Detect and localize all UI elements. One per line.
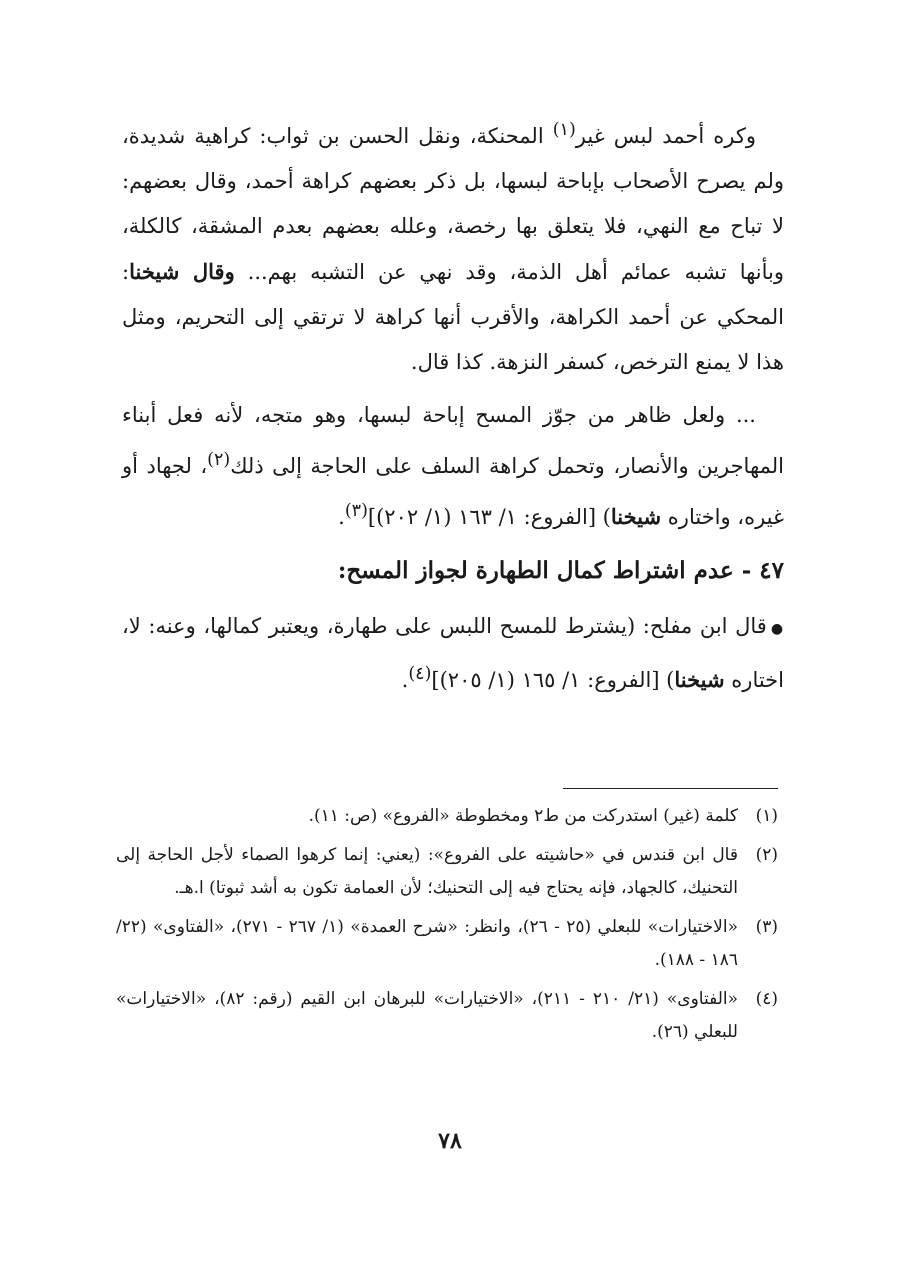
- footnote-number: (٣): [755, 917, 778, 937]
- paragraph-3: [122, 604, 784, 703]
- paragraph-2: [122, 393, 784, 540]
- footnote-ref-4[interactable]: (٤): [408, 664, 432, 684]
- footnote-number: (٤): [755, 989, 778, 1009]
- footnote-2: [116, 839, 778, 905]
- footnote-4: [116, 983, 778, 1049]
- para2-end: .: [338, 505, 345, 529]
- footnote-3: [116, 911, 778, 977]
- paragraph-1: [122, 108, 784, 385]
- heading-title: عدم اشتراط كمال الطهارة لجواز المسح:: [337, 557, 734, 584]
- para1-text-a: وكره أحمد لبس غير: [575, 124, 756, 148]
- para3-end: .: [401, 668, 409, 692]
- footnote-separator: [563, 788, 778, 789]
- para2-text-b: ، لجهاد أو غيره، واختاره: [122, 454, 784, 529]
- para2-text-a: ... ولعل ظاهر من جوّز المسح إباحة لبسها، وهو متجه، لأنه فعل أبناء المهاجرين والأنصار، وتحمل كراهة السلف على الحاجة إلى ذلك: [122, 403, 785, 478]
- footnote-ref-1[interactable]: (١): [552, 120, 576, 140]
- footnote-1: [116, 800, 778, 833]
- footnote-number: (١): [755, 806, 778, 826]
- footnote-text: «الفتاوى» (٢١/ ٢١٠ - ٢١١)، «الاختيارات» للبرهان ابن القيم (رقم: ٨٢)، «الاختيارات» للبعلي (٢٦).: [116, 989, 738, 1042]
- footnote-ref-3[interactable]: (٣): [344, 501, 368, 521]
- page-number: ٧٨: [438, 1128, 462, 1154]
- para3-citation: ) [الفروع: ١/ ١٦٥ (١/ ٢٠٥)]: [431, 668, 675, 692]
- para3-text: قال ابن مفلح: (يشترط للمسح اللبس على طهارة، ويعتبر كمالها، وعنه: لا، اختاره: [122, 614, 784, 692]
- para1-text-b: المحنكة، ونقل الحسن بن ثواب: كراهية شديدة، ولم يصرح الأصحاب بإباحة لبسها، بل ذكر بعضهم كراهة أحمد، وقال بعضهم: لا تباح مع النهي، فلا يتعلق بها رخصة، وعلله بعضهم بعدم المشقة، كالكلة، وبأنها تشبه عمائم أهل الذمة، وقد نهي عن التشبه بهم...: [122, 124, 784, 284]
- bullet-icon: ●: [770, 621, 784, 637]
- footnotes: [116, 800, 778, 1055]
- para1-text-c: : المحكي عن أحمد الكراهة، والأقرب أنها كراهة لا ترتقي إلى التحريم، ومثل هذا لا يمنع الترخص، كسفر النزهة. كذا قال.: [122, 260, 784, 374]
- heading-number: ٤٧ -: [733, 557, 784, 584]
- footnote-text: كلمة (غير) استدركت من ط٢ ومخطوطة «الفروع» (ص: ١١).: [308, 806, 738, 826]
- page-body: [122, 108, 784, 711]
- footnote-number: (٢): [755, 845, 778, 865]
- para2-citation: ) [الفروع: ١/ ١٦٣ (١/ ٢٠٢)]: [367, 505, 611, 529]
- footnote-text: «الاختيارات» للبعلي (٢٥ - ٢٦)، وانظر: «شرح العمدة» (١/ ٢٦٧ - ٢٧١)، «الفتاوى» (٢٢/ ١٨٦ - ١٨٨).: [116, 917, 738, 970]
- footnote-ref-2[interactable]: (٢): [207, 450, 231, 470]
- section-heading: [122, 548, 784, 594]
- para2-bold-label: شيخنا: [610, 504, 662, 529]
- para1-bold-label: وقال شيخنا: [129, 259, 235, 284]
- para3-bold-label: شيخنا: [674, 667, 725, 692]
- footnote-text: قال ابن قندس في «حاشيته على الفروع»: (يعني: إنما كرهوا الصماء لأجل الحاجة إلى التحنيك، كالجهاد، فإنه يحتاج فيه إلى التحنيك؛ لأن العمامة تكون به أشد ثبوتا) ا.هـ.: [116, 845, 738, 898]
